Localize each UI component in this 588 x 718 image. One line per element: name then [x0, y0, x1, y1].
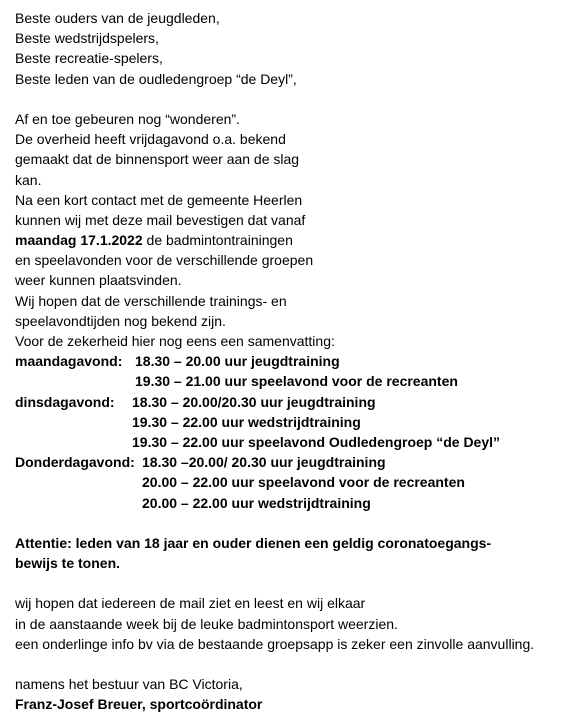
greeting-line: Beste leden van de oudledengroep “de Deyl”,: [15, 70, 297, 87]
schedule-tuesday-line: [15, 392, 583, 412]
attention-line: bewijs te tonen.: [15, 555, 121, 572]
schedule-item: 19.30 – 21.00 uur speelavond voor de recreanten: [135, 373, 458, 390]
schedule-day-label: Donderdagavond:: [15, 454, 135, 471]
schedule-block: [15, 351, 583, 513]
attention-line: Attentie: leden van 18 jaar en ouder dienen een geldig coronatoegangs-: [15, 534, 492, 551]
date-line: [15, 230, 583, 250]
intro-line: kunnen wij met deze mail bevestigen dat vanaf: [15, 211, 306, 228]
spacer: [15, 89, 583, 109]
schedule-day-label: dinsdagavond:: [15, 393, 115, 410]
body-line: Wij hopen dat de verschillende trainings- en: [15, 292, 287, 309]
intro-block: [15, 109, 583, 351]
signature-name: Franz-Josef Breuer, sportcoördinator: [15, 696, 263, 713]
closing-line: wij hopen dat iedereen de mail ziet en leest en wij elkaar: [15, 595, 366, 612]
closing-line: in de aanstaande week bij de leuke badmintonsport weerzien.: [15, 615, 398, 632]
greeting-line: Beste recreatie-spelers,: [15, 50, 163, 67]
schedule-item: 18.30 – 20.00/20.30 uur jeugdtraining: [132, 393, 376, 410]
greeting-line: Beste ouders van de jeugdleden,: [15, 10, 220, 26]
schedule-item: 18.30 – 20.00 uur jeugdtraining: [135, 353, 340, 370]
closing-block: [15, 593, 583, 654]
greeting-block: [15, 8, 583, 89]
intro-line: Af en toe gebeuren nog “wonderen”.: [15, 110, 240, 127]
date-line-rest: de badmintontrainingen: [142, 232, 293, 249]
spacer: [15, 513, 583, 533]
start-date: maandag 17.1.2022: [15, 232, 143, 249]
signature-block: [15, 674, 583, 714]
schedule-item: 19.30 – 22.00 uur wedstrijdtraining: [132, 413, 361, 430]
intro-line: kan.: [15, 171, 42, 188]
schedule-item: 20.00 – 22.00 uur speelavond voor de recreanten: [142, 474, 465, 491]
spacer: [15, 654, 583, 674]
schedule-item: 19.30 – 22.00 uur speelavond Oudledengroep “de Deyl”: [132, 433, 501, 450]
closing-line: een onderlinge info bv via de bestaande groepsapp is zeker een zinvolle aanvulling.: [15, 635, 535, 652]
intro-line: De overheid heeft vrijdagavond o.a. bekend: [15, 131, 286, 148]
signature-org-line: namens het bestuur van BC Victoria,: [15, 676, 243, 693]
body-line: Voor de zekerheid hier nog eens een samenvatting:: [15, 333, 335, 349]
attention-block: [15, 533, 583, 573]
schedule-thursday-line: [15, 452, 583, 472]
schedule-day-label: maandagavond:: [15, 353, 123, 370]
greeting-line: Beste wedstrijdspelers,: [15, 30, 159, 47]
spacer: [15, 573, 583, 593]
schedule-item: 20.00 – 22.00 uur wedstrijdtraining: [142, 494, 371, 511]
body-line: speelavondtijden nog bekend zijn.: [15, 312, 226, 329]
body-line: weer kunnen plaatsvinden.: [15, 272, 182, 289]
intro-line: gemaakt dat de binnensport weer aan de slag: [15, 151, 300, 168]
letter-document: [15, 8, 583, 715]
schedule-monday-line: [15, 351, 583, 371]
body-line: en speelavonden voor de verschillende groepen: [15, 252, 314, 269]
schedule-item: 18.30 –20.00/ 20.30 uur jeugdtraining: [142, 454, 386, 471]
intro-line: Na een kort contact met de gemeente Heerlen: [15, 191, 303, 208]
